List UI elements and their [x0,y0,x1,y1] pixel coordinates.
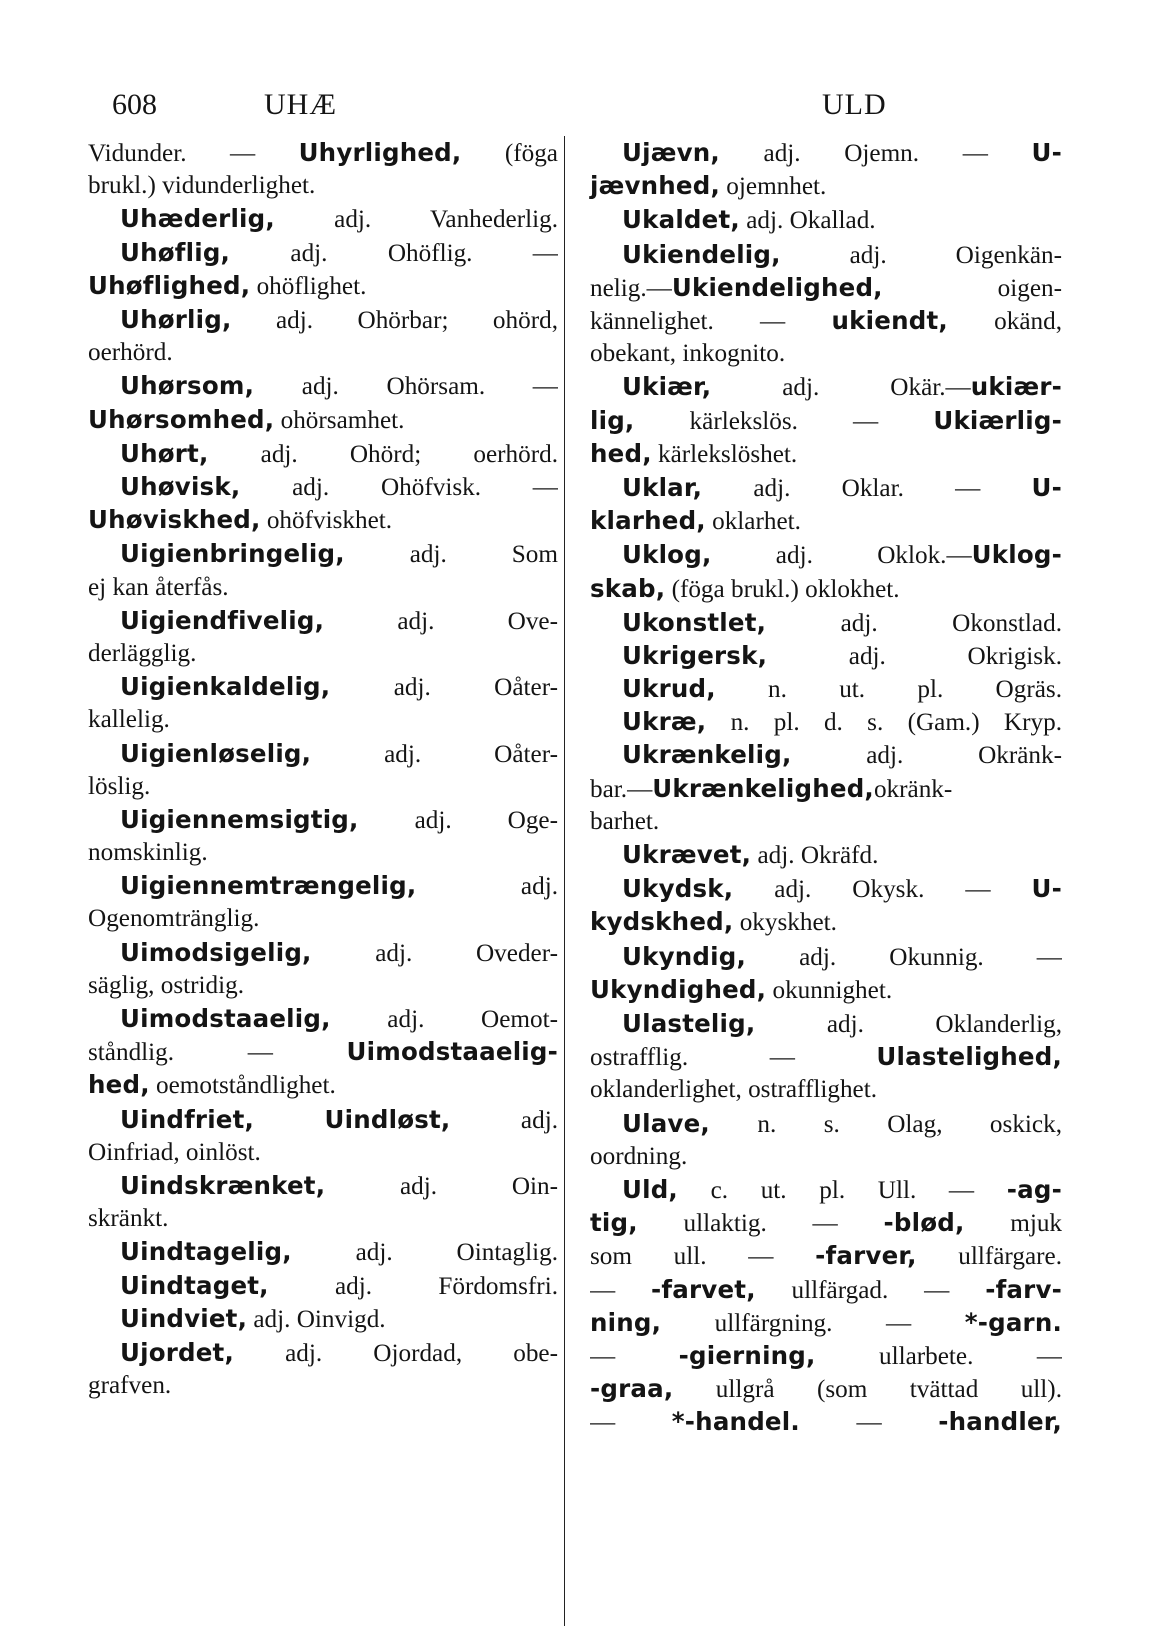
dictionary-line [590,1273,1062,1306]
definition-text: bar.— [590,775,653,803]
definition-text: ullfärgning. — [661,1309,965,1337]
definition-text: — [799,1409,939,1437]
definition-text: adj. Ohöflig. — [230,239,558,267]
dictionary-line [590,504,1062,538]
definition-text: kallelig. [88,706,170,734]
definition-text: — [590,1276,652,1304]
headword: Ulastelighed, [876,1042,1062,1072]
definition-text: adj. Oklar. — [702,474,1032,502]
dictionary-line [88,1302,558,1336]
definition-text [254,1107,324,1134]
definition-text: adj. Fördomsfri. [268,1272,558,1300]
headword: U- [1031,138,1062,167]
definition-text: som ull. — [590,1243,816,1271]
definition-text: nomskinlig. [88,839,208,867]
definition-text: kärlekslös. — [634,407,934,435]
definition-text: adj. Okränk- [791,742,1062,770]
dictionary-line [88,1169,558,1202]
dictionary-line [590,437,1062,471]
definition-text: adj. Okonstlad. [766,609,1062,637]
headword: Uigiendfivelig, [120,605,325,635]
definition-text: oerhörd. [88,339,173,367]
definition-text: grafven. [88,1372,172,1400]
dictionary-line [88,236,558,269]
headword: Uld, [622,1175,678,1204]
definition-text: adj. Vanhederlig. [274,206,558,234]
headword: Ujordet, [120,1338,234,1367]
headword: Ukiær, [622,372,712,402]
definition-text: adj. Som [344,541,558,569]
dictionary-line [88,169,558,202]
definition-text: oigen- [882,274,1062,302]
definition-text: Vidunder. — [88,140,299,167]
headword: U- [1031,874,1062,904]
dictionary-line [590,872,1062,905]
headword: Ukyndig, [622,941,746,971]
headword: Uhyrlighed, [298,138,462,167]
dictionary-line [88,470,558,503]
definition-text: adj. Okräfd. [751,842,879,870]
definition-text: ojemnhet. [720,173,827,201]
dictionary-line [590,705,1062,738]
headword: *-garn. [964,1307,1062,1337]
dictionary-line [88,303,558,336]
dictionary-line [88,836,558,869]
dictionary-line [590,203,1062,237]
dictionary-line [590,271,1062,304]
dictionary-line [590,672,1062,705]
headword: Uhørsomhed, [88,404,275,434]
dictionary-line [88,537,558,570]
headword: -blød, [883,1208,965,1238]
dictionary-line [590,1040,1062,1073]
headword: Uhøvisk, [120,471,241,501]
headword: Ukiendelighed, [671,272,883,302]
page-header [112,88,1052,128]
headword: -handler, [938,1407,1062,1437]
definition-text: ullgrå (som tvättad ull). [673,1376,1062,1404]
dictionary-line [590,471,1062,504]
headword: Ulastelig, [622,1009,756,1039]
dictionary-line [88,1336,558,1369]
dictionary-line [88,1002,558,1035]
headword: -gierning, [678,1340,816,1370]
headword: Uhøviskhed, [88,505,261,535]
definition-text: ullarbete. — [815,1342,1062,1370]
running-head-right: ULD [822,88,887,121]
running-head-left: UHÆ [264,88,338,121]
dictionary-line [88,803,558,836]
dictionary-line [88,737,558,770]
definition-text: ullaktig. — [637,1210,884,1238]
definition-text: adj. Oinvigd. [247,1305,386,1333]
headword: klarhed, [590,506,706,536]
dictionary-line [88,269,558,303]
definition-text: säglig, ostridig. [88,971,245,999]
headword: Uhørlig, [120,304,232,334]
headword: skab, [590,573,666,603]
dictionary-line [590,940,1062,973]
dictionary-line [590,1173,1062,1206]
definition-text: adj. Oge- [358,806,558,834]
definition-text: adj. Okunnig. — [745,943,1062,971]
dictionary-line [88,571,558,604]
headword: Uigienløselig, [120,738,312,768]
headword: hed, [88,1070,150,1100]
dictionary-line [590,304,1062,337]
definition-text: c. ut. pl. Ull. — [677,1177,1007,1204]
definition-text: ohöfviskhet. [260,507,393,535]
dictionary-line [590,1372,1062,1405]
definition-text: ullfärgare. [916,1243,1062,1271]
headword: Uhørsom, [120,371,255,401]
headword: -farv- [985,1274,1062,1304]
headword: -ag- [1006,1175,1062,1204]
headword: Ujævn, [622,138,720,167]
headword: Ukrævet, [622,840,752,870]
definition-text: Ogenomtränglig. [88,905,260,933]
headword: Uigiennemtrængelig, [120,871,417,901]
definition-text: — [590,1409,672,1437]
dictionary-line [590,905,1062,939]
definition-text: barhet. [590,807,660,835]
definition-text: adj. Okrigisk. [767,642,1062,670]
dictionary-line [88,136,558,169]
definition-text: n. pl. d. s. (Gam.) Kryp. [706,709,1062,737]
dictionary-line [590,606,1062,639]
headword: tig, [590,1208,638,1238]
headword: Ukrænkelighed, [652,773,874,803]
definition-text: n. s. Olag, oskick, [709,1110,1062,1138]
headword: Uindfriet, [120,1104,255,1134]
definition-text: adj. Ohörd; oerhörd. [208,440,558,468]
definition-text: adj. Oin- [325,1173,558,1201]
dictionary-line [590,572,1062,606]
headword: Uindtagelig, [120,1237,292,1267]
definition-text: oordning. [590,1142,688,1170]
definition-text: (föga [461,140,558,167]
definition-text: derlägglig. [88,639,197,667]
page-number: 608 [112,88,157,121]
headword: lig, [590,405,635,435]
definition-text: ohöflighet. [250,272,367,300]
definition-text: adj. Ointaglig. [291,1239,558,1267]
column-divider [564,136,565,1626]
headword: Ukrigersk, [622,640,768,670]
definition-text: ohörsamhet. [274,406,405,434]
definition-text: mjuk [964,1210,1062,1238]
definition-text: adj. Ojordad, obe- [233,1340,558,1367]
definition-text: adj. Oigenkän- [780,241,1062,269]
definition-text: oklanderlighet, ostrafflighet. [590,1076,878,1104]
dictionary-line [590,404,1062,437]
dictionary-line [88,202,558,235]
dictionary-line [88,936,558,969]
dictionary-line [590,838,1062,872]
definition-text: (föga brukl.) oklokhet. [665,575,900,603]
dictionary-line [88,1136,558,1169]
definition-text: adj. Ohörbar; ohörd, [231,306,558,334]
dictionary-line [88,1035,558,1068]
dictionary-line [88,369,558,402]
headword: Ukyndighed, [590,974,767,1004]
dictionary-line [590,1007,1062,1040]
definition-text: okunnighet. [766,976,893,1004]
definition-text: n. ut. pl. Ogräs. [715,676,1062,704]
headword: Uigiennemsigtig, [120,804,359,834]
dictionary-line [88,670,558,703]
headword: ning, [590,1307,662,1337]
headword: -graa, [590,1374,674,1404]
headword: Uigienkaldelig, [120,672,331,702]
headword: -farver, [815,1241,917,1271]
headword: Uklog, [622,540,712,570]
definition-text: okänd, [947,307,1062,335]
headword: -farvet, [651,1274,756,1304]
dictionary-line [88,869,558,902]
dictionary-line [88,703,558,736]
dictionary-line [88,1269,558,1302]
headword: kydskhed, [590,907,734,937]
definition-text: adj. Oklok.— [711,542,972,570]
headword: Ukræ, [622,707,707,737]
dictionary-line [590,1073,1062,1106]
definition-text: adj. Oåter- [311,740,558,768]
dictionary-line [88,1202,558,1235]
headword: jævnhed, [590,171,720,201]
definition-text: kännelighet. — [590,307,832,335]
dictionary-line [88,437,558,470]
dictionary-line [88,604,558,637]
definition-text: kärlekslöshet. [651,440,798,468]
headword: Ukiærlig- [933,405,1062,435]
headword: Ukrænkelig, [622,740,792,770]
dictionary-line [590,238,1062,271]
definition-text: löslig. [88,772,151,800]
headword: Uindviet, [120,1303,248,1333]
dictionary-line [590,337,1062,370]
definition-text: adj. Okysk. — [733,876,1032,904]
headword: Uhæderlig, [120,204,275,234]
definition-text: adj. Ohörsam. — [254,373,558,401]
dictionary-line [88,336,558,369]
definition-text: skränkt. [88,1205,169,1233]
definition-text: ej kan återfås. [88,573,229,601]
definition-text: adj. Oåter- [330,674,558,702]
definition-text: — [590,1342,679,1370]
definition-text: adj. [416,873,558,901]
definition-text: adj. Ojemn. — [719,140,1032,167]
dictionary-line [590,1405,1062,1438]
definition-text: nelig.— [590,274,672,302]
dictionary-line [590,805,1062,838]
headword: ukiendt, [831,305,948,335]
headword: Ukydsk, [622,874,734,904]
definition-text: ullfärgad. — [755,1276,986,1304]
dictionary-line [590,1239,1062,1272]
definition-text: okyskhet. [733,909,837,937]
definition-text: Oinfriad, oinlöst. [88,1138,261,1166]
dictionary-line [88,637,558,670]
headword: Uindløst, [324,1104,451,1134]
headword: Uimodstaaelig- [346,1037,558,1067]
definition-text: brukl.) vidunderlighet. [88,172,316,200]
headword: Uimodstaaelig, [120,1004,331,1034]
dictionary-line [590,1107,1062,1140]
left-column [88,136,558,1402]
definition-text: ståndlig. — [88,1039,347,1067]
headword: Uklog- [971,540,1062,570]
definition-text: ostrafflig. — [590,1044,877,1072]
dictionary-line [88,1369,558,1402]
definition-text: oemotståndlighet. [149,1072,336,1100]
dictionary-line [590,1339,1062,1372]
headword: Ukaldet, [622,205,740,235]
dictionary-line [88,1103,558,1136]
headword: hed, [590,438,652,468]
headword: Uimodsigelig, [120,937,312,967]
dictionary-line [590,772,1062,805]
headword: Uhøflighed, [88,270,251,300]
dictionary-line [590,1306,1062,1339]
dictionary-line [88,403,558,437]
headword: *-handel. [671,1407,800,1437]
headword: Ulave, [622,1108,710,1138]
definition-text: adj. Oklanderlig, [755,1011,1062,1039]
dictionary-line [88,770,558,803]
definition-text: adj. Oveder- [311,939,558,967]
dictionary-line [590,538,1062,571]
definition-text: obekant, inkognito. [590,340,786,368]
headword: Uindtaget, [120,1270,269,1300]
headword: ukiær- [970,372,1062,402]
definition-text: adj. Ove- [324,607,558,635]
headword: U- [1031,472,1062,502]
headword: Uigienbringelig, [120,539,345,569]
headword: Ukiendelig, [622,239,781,269]
definition-text: adj. Okallad. [739,207,876,235]
definition-text: adj. Ohöfvisk. — [240,473,558,501]
dictionary-line [88,902,558,935]
dictionary-line [590,639,1062,672]
dictionary-line [590,1206,1062,1239]
right-column [590,136,1062,1439]
dictionary-line [590,1140,1062,1173]
definition-text: oklarhet. [705,508,801,536]
headword: Ukrud, [622,674,716,704]
headword: Uklar, [622,472,703,502]
definition-text: adj. Okär.— [711,374,971,402]
dictionary-line [590,169,1062,203]
dictionary-line [88,969,558,1002]
headword: Ukonstlet, [622,607,767,637]
definition-text: okränk- [873,775,953,803]
dictionary-line [590,738,1062,771]
headword: Uhøflig, [120,237,231,267]
definition-text: adj. [450,1106,558,1134]
dictionary-line [590,973,1062,1007]
dictionary-line [88,503,558,537]
dictionary-line [590,370,1062,403]
dictionary-line [88,1235,558,1268]
dictionary-line [590,136,1062,169]
headword: Uindskrænket, [120,1171,326,1201]
headword: Uhørt, [120,438,209,468]
dictionary-line [88,1068,558,1102]
definition-text: adj. Oemot- [330,1006,558,1034]
